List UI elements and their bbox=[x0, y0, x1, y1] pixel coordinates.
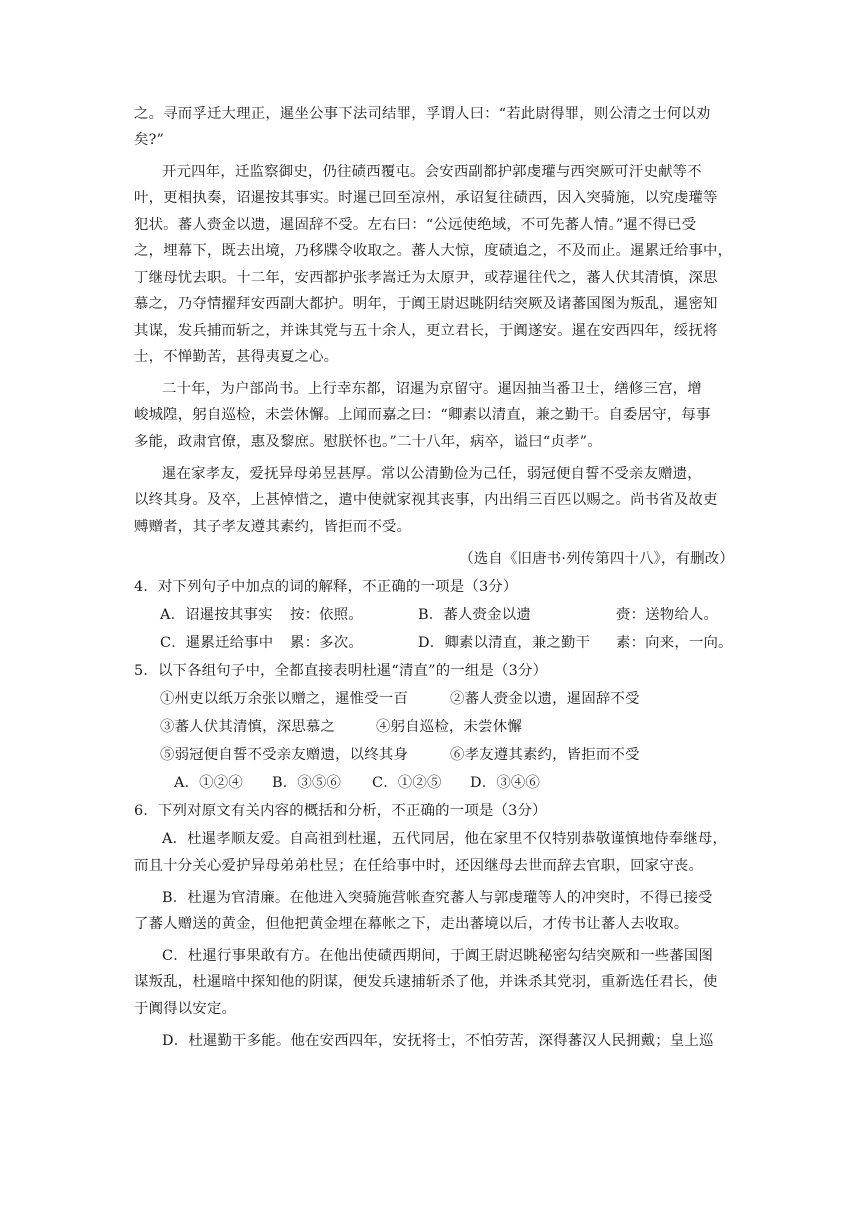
q6-line: 而且十分关心爱护异母弟弟杜昱；在任给事中时，还因继母去世而辞去官职，回家守丧。 bbox=[134, 858, 704, 874]
q6-line: 于阗得以安定。 bbox=[134, 1001, 237, 1017]
passage-line: 开元四年，迁监察御史，仍往碛西覆屯。会安西副都护郭虔瓘与西突厥可汗史献等不 bbox=[162, 164, 702, 180]
passage-line: 之，埋幕下，既去出境，乃移牒令收取之。蕃人大惊，度碛追之，不及而止。暹累迁给事中， bbox=[134, 243, 733, 259]
q4-option-c-gloss: 累：多次。 bbox=[290, 635, 363, 651]
passage-line: 丁继母忧去职。十二年，安西都护张孝嵩迁为太原尹，或荐暹往代之，蕃人伏其清慎，深思 bbox=[134, 270, 718, 286]
q5-item-5: ⑤弱冠便自誓不受亲友赠遗，以终其身 bbox=[160, 747, 409, 763]
q5-item-1: ①州吏以纸万余张以赠之，暹惟受一百 bbox=[160, 691, 409, 707]
q5-item-3: ③蕃人伏其清慎，深思慕之 bbox=[160, 719, 336, 735]
q4-option-a-sentence: A．诏暹按其事实 bbox=[160, 607, 273, 623]
passage-source: （选自《旧唐书·列传第四十八》，有删改） bbox=[459, 551, 734, 567]
passage-line: 犯状。蕃人赍金以遗，暹固辞不受。左右曰：“公远使绝域，不可先蕃人情。”暹不得已受 bbox=[134, 217, 697, 233]
q6-line: 谋叛乱，杜暹暗中探知他的阴谋，便发兵逮捕斩杀了他，并诛杀其党羽，重新选任君长，使 bbox=[134, 974, 718, 990]
q4-stem: 4．对下列句子中加点的词的解释，不正确的一项是（3分） bbox=[134, 579, 518, 595]
q4-option-b-sentence: B．蕃人赍金以遗 bbox=[418, 607, 531, 623]
q4-option-d-gloss: 素：向来，一向。 bbox=[616, 635, 733, 651]
passage-line: 二十年，为户部尚书。上行幸东都，诏暹为京留守。暹因抽当番卫士，缮修三宫，增 bbox=[162, 381, 702, 397]
passage-line: 慕之，乃夺情擢拜安西副大都护。明年，于阗王尉迟眺阴结突厥及诸蕃国图为叛乱，暹密知 bbox=[134, 296, 718, 312]
q5-choice-a: A．①②④ bbox=[174, 775, 243, 791]
q4-option-d-sentence: D．卿素以清直，兼之勤干 bbox=[418, 635, 591, 651]
passage-line: 以终其身。及卒，上甚悼惜之，遣中使就家视其丧事，内出绢三百匹以赐之。尚书省及故吏 bbox=[134, 492, 718, 508]
q4-option-a-gloss: 按：依照。 bbox=[290, 607, 363, 623]
q5-item-2: ②蕃人赍金以遗，暹固辞不受 bbox=[450, 691, 640, 707]
q5-stem: 5．以下各组句子中，全都直接表明杜暹“清直”的一组是（3分） bbox=[134, 663, 548, 679]
passage-line: 峻城隍，躬自巡检，未尝休懈。上闻而嘉之曰：“卿素以清直，兼之勤干。自委居守，每事 bbox=[134, 407, 711, 423]
q4-option-b-gloss: 赍：送物给人。 bbox=[616, 607, 719, 623]
q6-line: B．杜暹为官清廉。在他进入突骑施营帐查究蕃人与郭虔瓘等人的冲突时，不得已接受 bbox=[162, 890, 713, 906]
q5-item-4: ④躬自巡检，未尝休懈 bbox=[376, 719, 522, 735]
passage-line: 矣?” bbox=[134, 132, 165, 148]
q4-option-c-sentence: C．暹累迁给事中 bbox=[160, 635, 274, 651]
passage-line: 士，不惮勤苦，甚得夷夏之心。 bbox=[134, 349, 339, 365]
passage-line: 其谋，发兵捕而斩之，并诛其党与五十余人，更立君长，于阗遂安。暹在安西四年，绥抚将 bbox=[134, 323, 718, 339]
passage-line: 赙赠者，其子孝友遵其素约，皆拒而不受。 bbox=[134, 519, 412, 535]
q6-line: C．杜暹行事果敢有方。在他出使碛西期间，于阗王尉迟眺秘密勾结突厥和一些蕃国图 bbox=[162, 948, 714, 964]
q6-stem: 6．下列对原文有关内容的概括和分析，不正确的一项是（3分） bbox=[134, 803, 547, 819]
q6-line: 了蕃人赠送的黄金，但他把黄金埋在幕帐之下，走出蕃境以后，才传书让蕃人去收取。 bbox=[134, 916, 689, 932]
passage-line: 暹在家孝友，爱抚异母弟昱甚厚。常以公清勤俭为己任，弱冠便自誓不受亲友赠遗， bbox=[162, 466, 702, 482]
passage-line: 多能，政肃官僚，惠及黎庶。慰朕怀也。”二十八年，病卒，谥曰“贞孝”。 bbox=[134, 434, 602, 450]
q5-choice-c: C．①②⑤ bbox=[372, 775, 442, 791]
passage-line: 叶，更相执奏，诏暹按其事实。时暹已回至凉州，承诏复往碛西，因入突骑施，以究虔瓘等 bbox=[134, 190, 718, 206]
q5-choice-d: D．③④⑥ bbox=[470, 775, 541, 791]
q6-line: A．杜暹孝顺友爱。自高祖到杜暹，五代同居，他在家里不仅特别恭敬谨慎地侍奉继母， bbox=[162, 831, 728, 847]
q6-line: D．杜暹勤干多能。他在安西四年，安抚将士，不怕劳苦，深得蕃汉人民拥戴；皇上巡 bbox=[162, 1033, 714, 1049]
passage-line: 之。寻而孚迁大理正，暹坐公事下法司结罪，孚谓人曰：“若此尉得罪，则公清之士何以劝 bbox=[134, 106, 711, 122]
q5-choice-b: B．③⑤⑥ bbox=[272, 775, 342, 791]
q5-item-6: ⑥孝友遵其素约，皆拒而不受 bbox=[450, 747, 640, 763]
